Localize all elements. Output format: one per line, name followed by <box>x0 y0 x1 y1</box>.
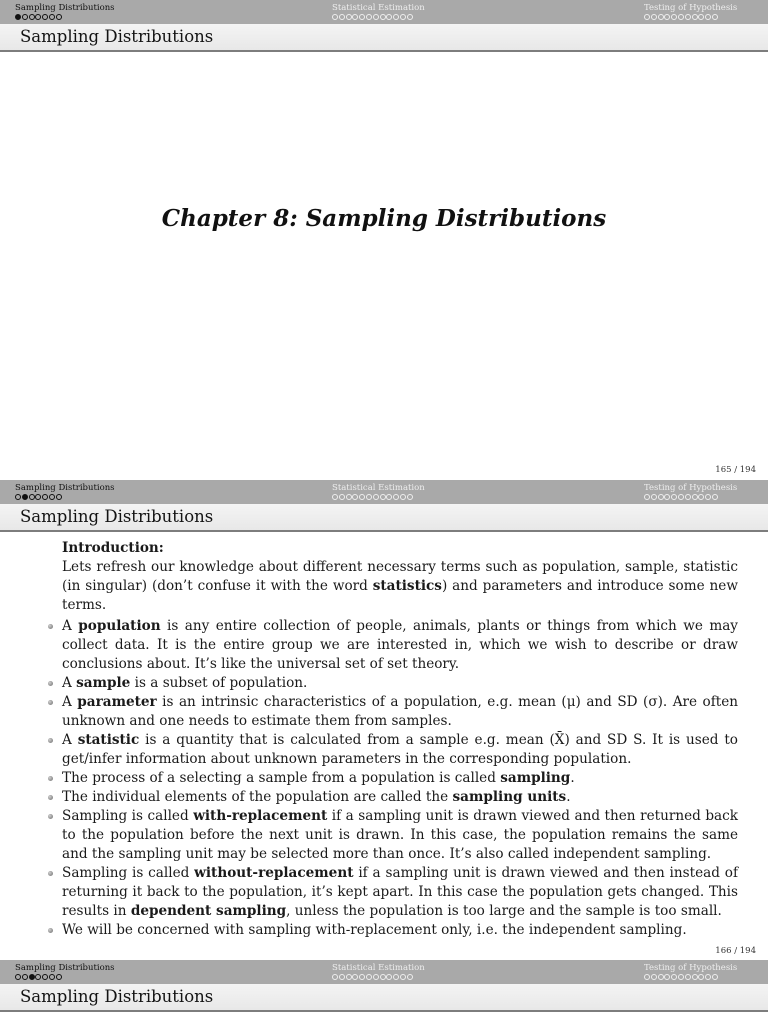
list-item-sampling: The process of a selecting a sample from a population is called sampling. <box>62 769 738 788</box>
nav-dots[interactable] <box>15 494 115 501</box>
nav-frame-dot[interactable] <box>49 14 55 20</box>
nav-dots[interactable] <box>332 14 425 21</box>
nav-frame-dot[interactable] <box>705 974 711 980</box>
nav-bar <box>0 0 768 24</box>
nav-frame-dot[interactable] <box>22 14 28 20</box>
nav-frame-dot[interactable] <box>42 14 48 20</box>
slide-content <box>62 539 738 940</box>
nav-section-sampling-distributions[interactable] <box>15 483 115 501</box>
nav-dots[interactable] <box>644 974 737 981</box>
bullet-icon <box>48 624 53 629</box>
nav-frame-dot[interactable] <box>380 494 386 500</box>
nav-frame-dot[interactable] <box>685 974 691 980</box>
nav-frame-dot[interactable] <box>393 974 399 980</box>
nav-frame-dot[interactable] <box>644 974 650 980</box>
nav-frame-dot[interactable] <box>22 974 28 980</box>
nav-frame-dot[interactable] <box>35 494 41 500</box>
nav-frame-dot[interactable] <box>35 14 41 20</box>
nav-frame-dot[interactable] <box>407 494 413 500</box>
nav-frame-dot[interactable] <box>22 494 28 500</box>
nav-frame-dot[interactable] <box>332 14 338 20</box>
nav-frame-dot[interactable] <box>692 14 698 20</box>
bullet-icon <box>48 928 53 933</box>
nav-section-statistical-estimation[interactable] <box>332 3 425 21</box>
frame-title: Sampling Distributions <box>20 987 214 1006</box>
nav-section-testing-of-hypothesis[interactable] <box>644 963 737 981</box>
nav-frame-dot[interactable] <box>352 494 358 500</box>
nav-section-testing-of-hypothesis[interactable] <box>644 483 737 501</box>
nav-frame-dot[interactable] <box>664 494 670 500</box>
nav-section-label[interactable]: Testing of Hypothesis <box>644 963 738 973</box>
nav-frame-dot[interactable] <box>373 494 379 500</box>
nav-frame-dot[interactable] <box>352 14 358 20</box>
nav-frame-dot[interactable] <box>332 494 338 500</box>
nav-section-label[interactable]: Sampling Distributions <box>15 483 115 493</box>
nav-frame-dot[interactable] <box>359 974 365 980</box>
nav-frame-dot[interactable] <box>651 974 657 980</box>
nav-frame-dot[interactable] <box>692 974 698 980</box>
nav-frame-dot[interactable] <box>29 14 35 20</box>
nav-frame-dot[interactable] <box>49 494 55 500</box>
list-item-without-replacement: Sampling is called without-replacement if a sampling unit is drawn viewed and then instead of returning it back to the population, it’s kept apart. In this case the population gets changed. This results in dependent sampling, unless the population is too large and the sample is too small. <box>62 864 738 921</box>
nav-frame-dot[interactable] <box>346 974 352 980</box>
nav-frame-dot[interactable] <box>15 494 21 500</box>
nav-frame-dot[interactable] <box>671 14 677 20</box>
slide-167 <box>0 960 768 1024</box>
intro-paragraph: Lets refresh our knowledge about different necessary terms such as population, sample, statistic (in singular) (don’t confuse it with the word statistics) and parameters and introduce some new terms. <box>62 559 738 613</box>
definition-list <box>62 617 738 940</box>
nav-frame-dot[interactable] <box>42 974 48 980</box>
nav-frame-dot[interactable] <box>400 14 406 20</box>
nav-dots[interactable] <box>332 974 425 981</box>
nav-bar <box>0 960 768 984</box>
bullet-icon <box>48 681 53 686</box>
nav-section-label[interactable]: Sampling Distributions <box>15 3 115 13</box>
intro-heading: Introduction: <box>62 540 164 556</box>
nav-frame-dot[interactable] <box>692 494 698 500</box>
nav-section-sampling-distributions[interactable] <box>15 963 115 981</box>
nav-bar <box>0 480 768 504</box>
list-item-independent-sampling: We will be concerned with sampling with-replacement only, i.e. the independent sampling. <box>62 921 738 940</box>
nav-frame-dot[interactable] <box>366 14 372 20</box>
list-item-parameter: A parameter is an intrinsic characteristics of a population, e.g. mean (μ) and SD (σ). Are often unknown and one needs to estimate them from samples. <box>62 693 738 731</box>
bullet-icon <box>48 776 53 781</box>
nav-dots[interactable] <box>15 974 115 981</box>
page-number: 166 / 194 <box>715 946 756 956</box>
nav-frame-dot[interactable] <box>29 974 35 980</box>
nav-frame-dot[interactable] <box>705 14 711 20</box>
list-item-statistic: A statistic is a quantity that is calculated from a sample e.g. mean (X̄) and SD S. It is used to get/infer information about unknown parameters in the corresponding population. <box>62 731 738 769</box>
nav-frame-dot[interactable] <box>705 494 711 500</box>
bullet-icon <box>48 814 53 819</box>
nav-frame-dot[interactable] <box>15 974 21 980</box>
nav-frame-dot[interactable] <box>346 494 352 500</box>
nav-frame-dot[interactable] <box>685 494 691 500</box>
nav-frame-dot[interactable] <box>332 974 338 980</box>
nav-frame-dot[interactable] <box>678 14 684 20</box>
nav-frame-dot[interactable] <box>664 974 670 980</box>
nav-section-label[interactable]: Statistical Estimation <box>332 963 425 973</box>
nav-section-label[interactable]: Statistical Estimation <box>332 483 425 493</box>
bullet-icon <box>48 795 53 800</box>
nav-section-label[interactable]: Testing of Hypothesis <box>644 483 738 493</box>
frame-title: Sampling Distributions <box>20 507 214 526</box>
nav-frame-dot[interactable] <box>56 974 62 980</box>
nav-frame-dot[interactable] <box>56 14 62 20</box>
nav-frame-dot[interactable] <box>359 494 365 500</box>
nav-frame-dot[interactable] <box>339 14 345 20</box>
list-item-sampling-units: The individual elements of the population are called the sampling units. <box>62 788 738 807</box>
nav-frame-dot[interactable] <box>671 974 677 980</box>
nav-frame-dot[interactable] <box>664 14 670 20</box>
nav-section-label[interactable]: Sampling Distributions <box>15 963 115 973</box>
page-number: 165 / 194 <box>715 465 756 475</box>
nav-section-statistical-estimation[interactable] <box>332 963 425 981</box>
nav-frame-dot[interactable] <box>346 14 352 20</box>
nav-frame-dot[interactable] <box>352 974 358 980</box>
nav-frame-dot[interactable] <box>678 974 684 980</box>
nav-frame-dot[interactable] <box>644 494 650 500</box>
nav-frame-dot[interactable] <box>373 14 379 20</box>
list-item-population: A population is any entire collection of people, animals, plants or things from which we may collect data. It is the entire group we are interested in, which we wish to describe or draw conclusions about. It’s like the universal set of set theory. <box>62 617 738 674</box>
nav-frame-dot[interactable] <box>35 974 41 980</box>
nav-frame-dot[interactable] <box>366 494 372 500</box>
nav-frame-dot[interactable] <box>49 974 55 980</box>
list-item-sample: A sample is a subset of population. <box>62 674 738 693</box>
slide-166 <box>0 480 768 960</box>
nav-frame-dot[interactable] <box>671 494 677 500</box>
nav-frame-dot[interactable] <box>658 974 664 980</box>
nav-frame-dot[interactable] <box>42 494 48 500</box>
nav-frame-dot[interactable] <box>712 14 718 20</box>
nav-dots[interactable] <box>332 494 425 501</box>
nav-frame-dot[interactable] <box>386 974 392 980</box>
nav-frame-dot[interactable] <box>698 974 704 980</box>
slide-165 <box>0 0 768 480</box>
nav-section-label[interactable]: Testing of Hypothesis <box>644 3 738 13</box>
nav-frame-dot[interactable] <box>658 14 664 20</box>
nav-frame-dot[interactable] <box>393 14 399 20</box>
chapter-title: Chapter 8: Sampling Distributions <box>161 205 607 232</box>
frame-title-bar <box>0 24 768 52</box>
frame-title: Sampling Distributions <box>20 27 214 46</box>
frame-title-bar <box>0 504 768 532</box>
bullet-icon <box>48 738 53 743</box>
nav-frame-dot[interactable] <box>712 494 718 500</box>
bullet-icon <box>48 700 53 705</box>
nav-section-label[interactable]: Statistical Estimation <box>332 3 425 13</box>
nav-frame-dot[interactable] <box>698 14 704 20</box>
nav-frame-dot[interactable] <box>685 14 691 20</box>
nav-frame-dot[interactable] <box>651 14 657 20</box>
nav-frame-dot[interactable] <box>400 974 406 980</box>
nav-frame-dot[interactable] <box>386 14 392 20</box>
nav-frame-dot[interactable] <box>407 974 413 980</box>
nav-frame-dot[interactable] <box>56 494 62 500</box>
nav-frame-dot[interactable] <box>644 14 650 20</box>
bullet-icon <box>48 871 53 876</box>
nav-frame-dot[interactable] <box>380 974 386 980</box>
list-item-with-replacement: Sampling is called with-replacement if a sampling unit is drawn viewed and then returned back to the population before the next unit is drawn. In this case, the population remains the same and the sampling unit may be selected more than once. It’s also called independent sampling. <box>62 807 738 864</box>
nav-section-sampling-distributions[interactable] <box>15 3 115 21</box>
nav-frame-dot[interactable] <box>339 974 345 980</box>
nav-frame-dot[interactable] <box>380 14 386 20</box>
nav-frame-dot[interactable] <box>393 494 399 500</box>
nav-section-testing-of-hypothesis[interactable] <box>644 3 737 21</box>
nav-frame-dot[interactable] <box>15 14 21 20</box>
nav-section-statistical-estimation[interactable] <box>332 483 425 501</box>
nav-frame-dot[interactable] <box>359 14 365 20</box>
nav-dots[interactable] <box>15 14 115 21</box>
nav-frame-dot[interactable] <box>29 494 35 500</box>
nav-dots[interactable] <box>644 14 737 21</box>
nav-frame-dot[interactable] <box>658 494 664 500</box>
nav-frame-dot[interactable] <box>339 494 345 500</box>
nav-frame-dot[interactable] <box>373 974 379 980</box>
nav-frame-dot[interactable] <box>698 494 704 500</box>
nav-frame-dot[interactable] <box>712 974 718 980</box>
frame-title-bar <box>0 984 768 1012</box>
nav-frame-dot[interactable] <box>366 974 372 980</box>
nav-frame-dot[interactable] <box>386 494 392 500</box>
nav-frame-dot[interactable] <box>651 494 657 500</box>
nav-frame-dot[interactable] <box>678 494 684 500</box>
nav-dots[interactable] <box>644 494 737 501</box>
nav-frame-dot[interactable] <box>400 494 406 500</box>
nav-frame-dot[interactable] <box>407 14 413 20</box>
